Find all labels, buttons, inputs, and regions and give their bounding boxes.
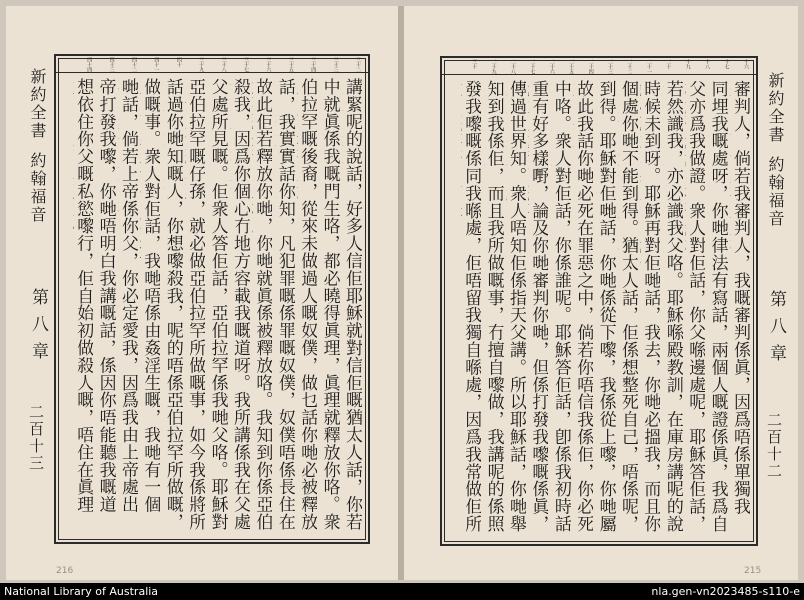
right-page-text-column: 傳過世界知。衆人唔知佢係指天父講。所以耶穌話，你哋舉: [506, 80, 526, 533]
left-page-verse-number: 三十三: [332, 57, 339, 72]
right-page-verse-number: 二十七: [529, 59, 536, 74]
left-page-verse-number: 四十二: [131, 57, 137, 72]
left-page-text-column: 中就眞係我嘅門生咯，都必曉得眞理，眞理就釋放你咯。衆: [319, 78, 340, 531]
footer-record-id: nla.gen-vn2023485-s110-e: [651, 585, 800, 598]
left-page-verse-number: 三十六: [265, 57, 272, 72]
left-pencil-mark: 216: [56, 566, 74, 576]
right-page-text-column: 時候未到呀。耶穌再對佢哋話，我去，你哋必搵我，而且你: [640, 80, 661, 533]
right-page-text-column: 發我嚟嘅係同我喺處，佢唔留我獨自喺處，因爲我常做佢所: [461, 80, 482, 533]
left-page-text-column: 故此佢若釋放你哋，你哋就眞係被釋放咯。我知到你係亞伯: [252, 78, 273, 531]
left-page-verse-number: 四十三: [108, 57, 115, 72]
left-page-verse-number: 四十四: [86, 57, 93, 72]
right-page-verse-number: 二十五: [568, 59, 575, 74]
left-page-text-column: 話，我實實話你知，凡犯罪嘅係罪嘅奴僕，奴僕唔係長住在: [274, 78, 295, 531]
right-page-text-column: 同埋我嘅處呀，你哋律法有寫話，兩個人嘅證係眞，我爲自: [707, 80, 728, 533]
archive-footer: [0, 583, 804, 600]
right-page-verse-number: 二十八: [510, 59, 517, 74]
right-page-text-column: 到得。耶穌對佢哋話，你哋係從下嚟，我係從上嚟，你哋屬: [595, 80, 616, 533]
right-page-text-column: 中咯。衆人對佢話，你係誰呢。耶穌答佢話，卽係我初時話: [550, 80, 571, 533]
right-page-verse-number: 十七: [723, 59, 730, 69]
right-page-text-column: 知到我係佢，而且我所做嘅事，冇擅自嚟做，我講呢的係照: [483, 80, 504, 533]
right-page-verse-number: 二十: [665, 59, 672, 69]
right-page-text-column: 父亦爲我做證。衆人對佢話，你父喺邊處呢，耶穌答佢話，: [685, 80, 706, 533]
left-gospel-title: 約翰福音: [28, 152, 47, 224]
right-pencil-mark: 215: [744, 566, 762, 576]
right-page-text-column: 故此我話你哋必死在罪惡之中，倘若你唔信我係佢，你必死: [573, 80, 594, 533]
left-page-verse-number: 三十九: [198, 57, 205, 72]
left-page-verse-number: 三十八: [220, 57, 227, 72]
right-page: [404, 6, 798, 580]
right-page-verse-number: 二十三: [607, 59, 614, 74]
right-page-verse-number: 三十: [471, 59, 478, 69]
right-page-verse-number: 十六: [743, 59, 749, 69]
left-page-verse-number: 三十七: [243, 57, 249, 72]
right-page-verse-number: 二十四: [587, 59, 594, 74]
left-page-text-column: 話過你哋知嘅人，你想嚟殺我，呢的唔係亞伯拉罕所做嘅，: [162, 78, 183, 531]
left-page-verse-number: 四十一: [153, 57, 160, 72]
left-page-verse-number: 三十四: [310, 57, 317, 72]
right-text-frame: [440, 56, 758, 546]
left-page-text-column: 伯拉罕嘅後裔，從來未做過人嘅奴僕，做乜話你哋必被釋放: [297, 78, 318, 531]
right-page-text-column: 審判人，倘若我審判人，我嘅審判係眞，因爲唔係單獨我: [730, 80, 750, 515]
left-page-number: 二百十三: [27, 404, 45, 472]
right-page-number: 二百十二: [765, 412, 783, 480]
left-page-verse-number: 四十: [175, 57, 182, 67]
right-page-text-column: 重有好多樣嘢，論及你哋審判你哋，但係打發我嚟嘅係眞，: [528, 80, 549, 533]
left-page-text-column: 殺我，因爲你個心冇地方容載我嘅道呀。我所講係我在父處: [230, 78, 250, 531]
left-page-text-column: 父處所見嘅。佢衆人答佢話，亞伯拉罕係我哋父咯。耶穌對: [207, 78, 228, 531]
left-book-title: 新約全書: [28, 68, 47, 140]
right-gospel-title: 約翰福音: [766, 156, 785, 228]
left-page-text-column: 做嘅事。衆人對佢話，我哋唔係由姦淫生嘅，我哋有一個: [140, 78, 161, 513]
left-page-verse-number: 三十五: [287, 57, 294, 72]
left-text-frame: [54, 54, 370, 544]
left-chapter-label: 第八章: [28, 288, 48, 369]
right-page-text-column: 個處你哋不能到得。猶太人話，佢係想整死自己，唔係呢，: [618, 80, 638, 533]
left-page-text-column: 亞伯拉罕嘅仔孫，就必做亞伯拉罕所做嘅事，如今我係將所: [185, 78, 206, 531]
footer-credit: National Library of Australia: [4, 585, 159, 598]
left-page-text-column: 哋話，倘若上帝係你父，你必定愛我，因爲我由上帝處出: [118, 78, 138, 513]
right-page-verse-number: 十九: [684, 59, 691, 69]
left-page: [6, 6, 398, 580]
right-page-text-column: 若然識我，亦必識我父咯。耶穌喺殿教訓，在庫房講呢的說: [662, 80, 683, 533]
right-page-verse-number: 二十一: [645, 59, 652, 74]
right-page-verse-number: 二十九: [490, 59, 497, 74]
right-chapter-label: 第八章: [766, 290, 786, 371]
right-verse-number-band: [442, 58, 756, 75]
right-page-verse-number: 二十二: [626, 59, 633, 74]
left-page-verse-number: 三十二: [355, 57, 361, 72]
left-page-text-column: 想依住你父嘅私慾嚟行，佢自始初做殺人嘅，唔住在眞理: [73, 78, 94, 513]
right-page-verse-number: 十八: [704, 59, 711, 69]
right-page-verse-number: 二十六: [548, 59, 555, 74]
left-verse-number-band: [56, 56, 368, 73]
left-page-text-column: 講緊呢的說話，好多人信佢耶穌就對信佢嘅猶太人話，你若: [342, 78, 362, 531]
right-book-title: 新約全書: [766, 72, 785, 144]
left-page-text-column: 帝打發我嚟，你哋唔明白我講嘅話，係因你唔能聽我嘅道: [95, 78, 116, 513]
